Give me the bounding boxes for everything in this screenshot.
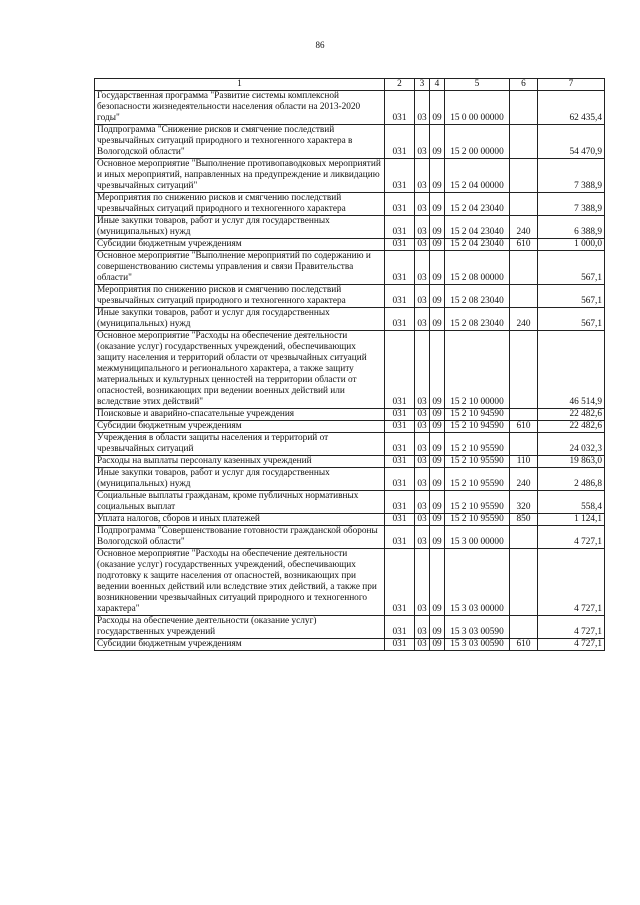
row-expense-type-cell [510, 125, 538, 159]
row-admin-code-cell: 031 [385, 285, 415, 308]
row-admin-code-cell: 031 [385, 468, 415, 491]
row-amount-cell: 7 388,9 [538, 159, 605, 193]
row-expense-type-cell [510, 159, 538, 193]
row-subsection-cell: 09 [430, 639, 445, 651]
row-name-cell: Иные закупки товаров, работ и услуг для государственных (муниципальных) нужд [95, 308, 385, 331]
row-section-cell: 03 [415, 308, 430, 331]
table-row [95, 308, 605, 331]
row-section-cell: 03 [415, 616, 430, 639]
row-expense-type-cell [510, 251, 538, 285]
row-section-cell: 03 [415, 193, 430, 216]
row-name-cell: Основное мероприятие "Расходы на обеспечение деятельности (оказание услуг) государственных учреждений, обеспечивающих защиту населения и территорий области от чрезвычайных ситуаций межмуниципального и регионального характера, а также защиту материальных и культурных ценностей на территории области от опасностей, возникающих при ведении военных действий или вследствие этих действий" [95, 331, 385, 409]
row-expense-type-cell [510, 433, 538, 456]
budget-table [94, 78, 605, 651]
row-admin-code-cell: 031 [385, 239, 415, 251]
row-amount-cell: 22 482,6 [538, 409, 605, 421]
row-section-cell: 03 [415, 526, 430, 549]
header-cell: 6 [510, 79, 538, 91]
row-admin-code-cell: 031 [385, 125, 415, 159]
row-target-code-cell: 15 2 10 95590 [445, 433, 510, 456]
header-cell: 2 [385, 79, 415, 91]
header-cell: 4 [430, 79, 445, 91]
row-admin-code-cell: 031 [385, 421, 415, 433]
row-name-cell: Иные закупки товаров, работ и услуг для государственных (муниципальных) нужд [95, 468, 385, 491]
row-expense-type-cell: 610 [510, 239, 538, 251]
row-target-code-cell: 15 2 10 95590 [445, 514, 510, 526]
table-row [95, 514, 605, 526]
row-amount-cell: 2 486,8 [538, 468, 605, 491]
table-row [95, 216, 605, 239]
table-row [95, 456, 605, 468]
row-amount-cell: 19 863,0 [538, 456, 605, 468]
row-section-cell: 03 [415, 456, 430, 468]
row-expense-type-cell [510, 616, 538, 639]
row-target-code-cell: 15 2 00 00000 [445, 125, 510, 159]
table-row [95, 125, 605, 159]
row-subsection-cell: 09 [430, 239, 445, 251]
row-admin-code-cell: 031 [385, 639, 415, 651]
table-row [95, 91, 605, 125]
row-name-cell: Уплата налогов, сборов и иных платежей [95, 514, 385, 526]
row-expense-type-cell [510, 549, 538, 616]
row-admin-code-cell: 031 [385, 526, 415, 549]
row-subsection-cell: 09 [430, 549, 445, 616]
row-name-cell: Социальные выплаты гражданам, кроме публичных нормативных социальных выплат [95, 491, 385, 514]
row-amount-cell: 54 470,9 [538, 125, 605, 159]
header-cell: 3 [415, 79, 430, 91]
row-section-cell: 03 [415, 491, 430, 514]
header-cell: 5 [445, 79, 510, 91]
row-target-code-cell: 15 2 08 00000 [445, 251, 510, 285]
row-target-code-cell: 15 2 04 23040 [445, 193, 510, 216]
row-admin-code-cell: 031 [385, 331, 415, 409]
table-row [95, 421, 605, 433]
row-target-code-cell: 15 2 10 94590 [445, 409, 510, 421]
row-name-cell: Учреждения в области защиты населения и территорий от чрезвычайных ситуаций [95, 433, 385, 456]
row-target-code-cell: 15 2 04 23040 [445, 216, 510, 239]
row-target-code-cell: 15 0 00 00000 [445, 91, 510, 125]
row-section-cell: 03 [415, 91, 430, 125]
row-section-cell: 03 [415, 421, 430, 433]
row-subsection-cell: 09 [430, 193, 445, 216]
table-row [95, 639, 605, 651]
row-subsection-cell: 09 [430, 491, 445, 514]
table-row [95, 331, 605, 409]
row-target-code-cell: 15 2 04 23040 [445, 239, 510, 251]
row-name-cell: Субсидии бюджетным учреждениям [95, 239, 385, 251]
row-name-cell: Основное мероприятие "Выполнение мероприятий по содержанию и совершенствованию системы управления и связи Правительства области" [95, 251, 385, 285]
page-number: 86 [315, 40, 325, 50]
row-name-cell: Субсидии бюджетным учреждениям [95, 639, 385, 651]
row-section-cell: 03 [415, 549, 430, 616]
row-section-cell: 03 [415, 331, 430, 409]
row-expense-type-cell [510, 526, 538, 549]
row-subsection-cell: 09 [430, 91, 445, 125]
row-admin-code-cell: 031 [385, 409, 415, 421]
row-target-code-cell: 15 3 03 00000 [445, 549, 510, 616]
row-subsection-cell: 09 [430, 616, 445, 639]
row-section-cell: 03 [415, 433, 430, 456]
row-target-code-cell: 15 2 10 95590 [445, 456, 510, 468]
row-name-cell: Поисковые и аварийно-спасательные учреждения [95, 409, 385, 421]
row-expense-type-cell: 610 [510, 639, 538, 651]
row-subsection-cell: 09 [430, 331, 445, 409]
table-row [95, 239, 605, 251]
row-target-code-cell: 15 3 00 00000 [445, 526, 510, 549]
row-section-cell: 03 [415, 639, 430, 651]
row-admin-code-cell: 031 [385, 549, 415, 616]
row-subsection-cell: 09 [430, 159, 445, 193]
header-cell: 1 [95, 79, 385, 91]
row-amount-cell: 1 124,1 [538, 514, 605, 526]
row-expense-type-cell [510, 91, 538, 125]
row-section-cell: 03 [415, 285, 430, 308]
row-admin-code-cell: 031 [385, 159, 415, 193]
row-name-cell: Субсидии бюджетным учреждениям [95, 421, 385, 433]
row-target-code-cell: 15 2 08 23040 [445, 285, 510, 308]
row-target-code-cell: 15 3 03 00590 [445, 639, 510, 651]
row-target-code-cell: 15 2 08 23040 [445, 308, 510, 331]
row-amount-cell: 558,4 [538, 491, 605, 514]
row-subsection-cell: 09 [430, 526, 445, 549]
row-target-code-cell: 15 2 10 00000 [445, 331, 510, 409]
table-row [95, 285, 605, 308]
row-target-code-cell: 15 2 10 95590 [445, 491, 510, 514]
row-subsection-cell: 09 [430, 456, 445, 468]
row-name-cell: Подпрограмма "Совершенствование готовности гражданской обороны Вологодской области" [95, 526, 385, 549]
table-row [95, 468, 605, 491]
row-amount-cell: 24 032,3 [538, 433, 605, 456]
row-subsection-cell: 09 [430, 421, 445, 433]
row-expense-type-cell: 850 [510, 514, 538, 526]
row-subsection-cell: 09 [430, 216, 445, 239]
row-admin-code-cell: 031 [385, 308, 415, 331]
row-section-cell: 03 [415, 239, 430, 251]
row-admin-code-cell: 031 [385, 193, 415, 216]
row-subsection-cell: 09 [430, 514, 445, 526]
row-admin-code-cell: 031 [385, 216, 415, 239]
row-name-cell: Основное мероприятие "Расходы на обеспечение деятельности (оказание услуг) государственных учреждений, обеспечивающих подготовку к защите населения от опасностей, возникающих при ведении военных действий или вследствие этих действий, а также при возникновении чрезвычайных ситуаций природного и техногенного характера" [95, 549, 385, 616]
row-admin-code-cell: 031 [385, 433, 415, 456]
row-amount-cell: 46 514,9 [538, 331, 605, 409]
header-cell: 7 [538, 79, 605, 91]
row-section-cell: 03 [415, 514, 430, 526]
table-row [95, 409, 605, 421]
row-amount-cell: 4 727,1 [538, 639, 605, 651]
row-expense-type-cell [510, 193, 538, 216]
row-section-cell: 03 [415, 251, 430, 285]
row-expense-type-cell: 240 [510, 216, 538, 239]
row-section-cell: 03 [415, 159, 430, 193]
row-admin-code-cell: 031 [385, 491, 415, 514]
table-row [95, 159, 605, 193]
row-amount-cell: 4 727,1 [538, 526, 605, 549]
row-amount-cell: 62 435,4 [538, 91, 605, 125]
row-amount-cell: 567,1 [538, 285, 605, 308]
row-subsection-cell: 09 [430, 125, 445, 159]
row-section-cell: 03 [415, 468, 430, 491]
row-expense-type-cell: 110 [510, 456, 538, 468]
row-amount-cell: 567,1 [538, 251, 605, 285]
row-expense-type-cell: 610 [510, 421, 538, 433]
row-name-cell: Мероприятия по снижению рисков и смягчению последствий чрезвычайных ситуаций природного и техногенного характера [95, 285, 385, 308]
row-amount-cell: 4 727,1 [538, 616, 605, 639]
row-subsection-cell: 09 [430, 251, 445, 285]
row-expense-type-cell [510, 409, 538, 421]
row-name-cell: Расходы на обеспечение деятельности (оказание услуг) государственных учреждений [95, 616, 385, 639]
row-amount-cell: 22 482,6 [538, 421, 605, 433]
row-name-cell: Подпрограмма "Снижение рисков и смягчение последствий чрезвычайных ситуаций природного и техногенного характера в Вологодской области" [95, 125, 385, 159]
row-amount-cell: 6 388,9 [538, 216, 605, 239]
row-expense-type-cell [510, 285, 538, 308]
table-row [95, 526, 605, 549]
header-row [95, 79, 605, 91]
row-target-code-cell: 15 2 04 00000 [445, 159, 510, 193]
table-row [95, 433, 605, 456]
row-subsection-cell: 09 [430, 285, 445, 308]
row-amount-cell: 7 388,9 [538, 193, 605, 216]
table-row [95, 491, 605, 514]
table-row [95, 549, 605, 616]
row-expense-type-cell: 240 [510, 468, 538, 491]
row-target-code-cell: 15 2 10 94590 [445, 421, 510, 433]
row-name-cell: Государственная программа "Развитие системы комплексной безопасности жизнедеятельности населения области на 2013-2020 годы" [95, 91, 385, 125]
row-name-cell: Иные закупки товаров, работ и услуг для государственных (муниципальных) нужд [95, 216, 385, 239]
row-expense-type-cell [510, 331, 538, 409]
row-section-cell: 03 [415, 216, 430, 239]
table-row [95, 251, 605, 285]
row-name-cell: Основное мероприятие "Выполнение противопаводковых мероприятий и иных мероприятий, направленных на предупреждение и ликвидацию чрезвычайных ситуаций" [95, 159, 385, 193]
row-section-cell: 03 [415, 409, 430, 421]
row-name-cell: Расходы на выплаты персоналу казенных учреждений [95, 456, 385, 468]
table-row [95, 193, 605, 216]
row-admin-code-cell: 031 [385, 91, 415, 125]
row-admin-code-cell: 031 [385, 514, 415, 526]
row-expense-type-cell: 320 [510, 491, 538, 514]
row-target-code-cell: 15 2 10 95590 [445, 468, 510, 491]
row-amount-cell: 567,1 [538, 308, 605, 331]
row-subsection-cell: 09 [430, 308, 445, 331]
row-target-code-cell: 15 3 03 00590 [445, 616, 510, 639]
row-section-cell: 03 [415, 125, 430, 159]
row-admin-code-cell: 031 [385, 251, 415, 285]
table-row [95, 616, 605, 639]
row-amount-cell: 4 727,1 [538, 549, 605, 616]
row-admin-code-cell: 031 [385, 456, 415, 468]
row-expense-type-cell: 240 [510, 308, 538, 331]
row-subsection-cell: 09 [430, 468, 445, 491]
row-subsection-cell: 09 [430, 409, 445, 421]
row-name-cell: Мероприятия по снижению рисков и смягчению последствий чрезвычайных ситуаций природного и техногенного характера [95, 193, 385, 216]
row-admin-code-cell: 031 [385, 616, 415, 639]
row-subsection-cell: 09 [430, 433, 445, 456]
row-amount-cell: 1 000,0 [538, 239, 605, 251]
